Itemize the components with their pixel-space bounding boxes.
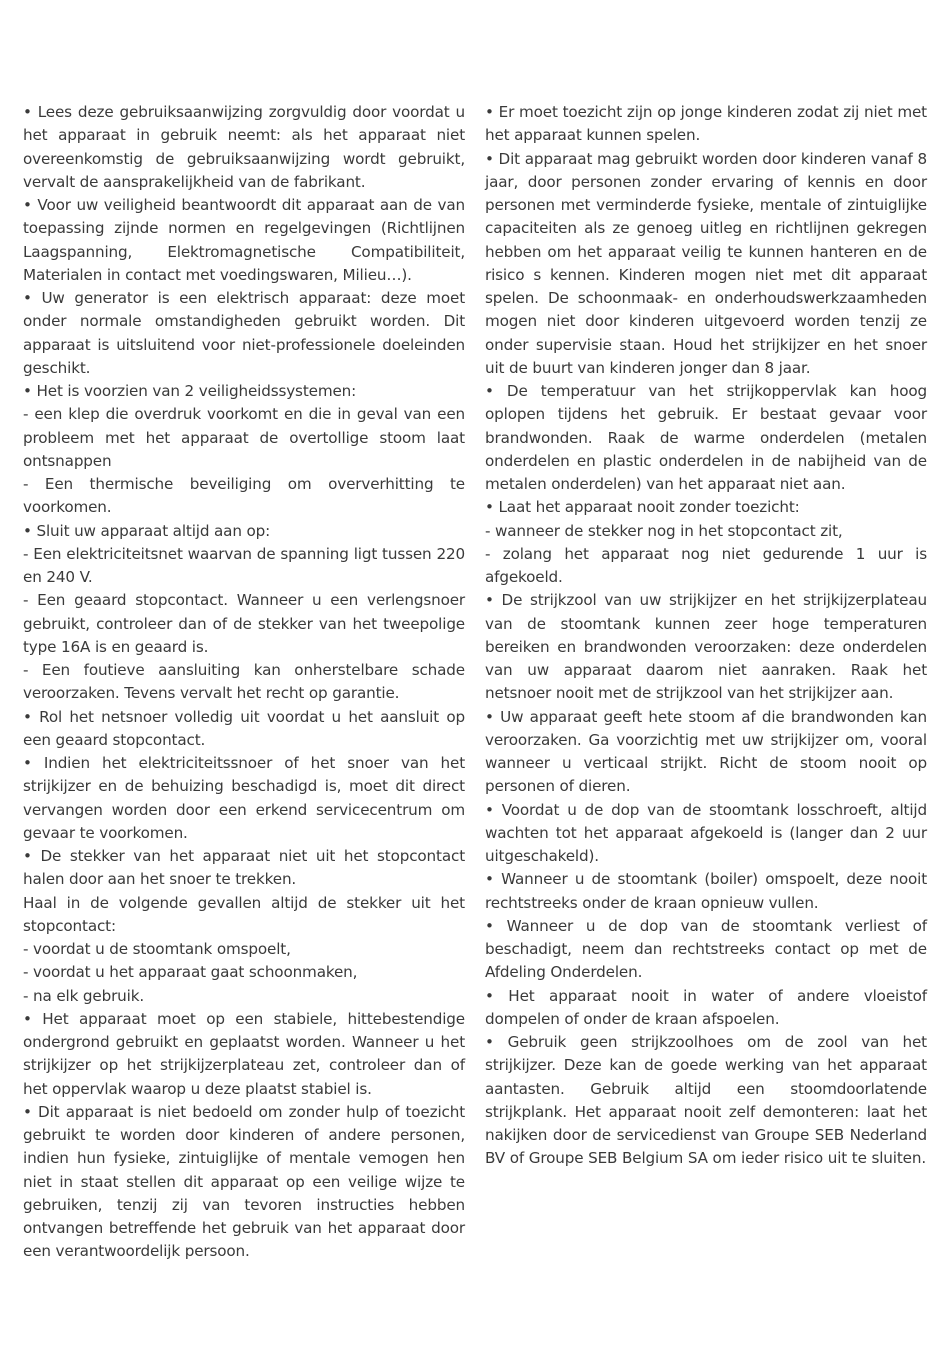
paragraph: • Dit apparaat mag gebruikt worden door kinderen vanaf 8 jaar, door personen zonder ervaring of kennis en door personen met verminderde fysieke, mentale of zintuiglijke capaciteiten als ze genoeg uitleg en richtlijnen gekregen hebben om het apparaat veilig te kunnen hanteren en de risico s kennen. Kinderen mogen niet met dit apparaat spelen. De schoonmaak- en onderhoudswerkzaamheden mogen niet door kinderen uitgevoerd worden tenzij ze onder supervisie staan. Houd het strijkijzer en het snoer uit de buurt van kinderen jonger dan 8 jaar. [485,149,927,377]
paragraph: - Een foutieve aansluiting kan onherstelbare schade veroorzaken. Tevens vervalt het recht op garantie. [23,661,465,703]
paragraph: • Dit apparaat is niet bedoeld om zonder hulp of toezicht gebruikt te worden door kinderen of andere personen, indien hun fysieke, zintuiglijke of mentale vemogen hen niet in staat stellen dit apparaat op een veilige wijze te gebruiken, tenzij zij van tevoren instructies hebben ontvangen betreffende het gebruik van het apparaat door een verantwoordelijk persoon. [23,1102,465,1261]
paragraph: • Voordat u de dop van de stoomtank losschroeft, altijd wachten tot het apparaat afgekoeld is (langer dan 2 uur uitgeschakeld). [485,800,927,865]
paragraph: • Uw generator is een elektrisch apparaat: deze moet onder normale omstandigheden gebruikt worden. Dit apparaat is uitsluitend voor niet-professionele doeleinden geschikt. [23,289,465,377]
paragraph: Haal in de volgende gevallen altijd de stekker uit het stopcontact: [23,893,465,935]
right-column [485,101,927,1171]
left-column [23,101,465,1264]
paragraph: • Er moet toezicht zijn op jonge kinderen zodat zij niet met het apparaat kunnen spelen. [485,103,927,145]
paragraph: • Voor uw veiligheid beantwoordt dit apparaat aan de van toepassing zijnde normen en regelgevingen (Richtlijnen Laagspanning, Elektromagnetische Compatibiliteit, Materialen in contact met voedingswaren, Milieu…). [23,196,465,284]
paragraph: • Sluit uw apparaat altijd aan op: [23,521,271,540]
paragraph: - na elk gebruik. [23,986,145,1005]
paragraph: • Gebruik geen strijkzoolhoes om de zool van het strijkijzer. Deze kan de goede werking van het apparaat aantasten. Gebruik altijd een stoomdoorlatende strijkplank. Het apparaat nooit zelf demonteren: laat het nakijken door de servicedienst van Groupe SEB Nederland BV of Groupe SEB Belgium SA om ieder risico uit te sluiten. [485,1033,927,1168]
paragraph: • De strijkzool van uw strijkijzer en het strijkijzerplateau van de stoomtank kunnen zeer hoge temperaturen bereiken en brandwonden veroorzaken: deze onderdelen van uw apparaat daarom niet aanraken. Raak het netsnoer nooit met de strijkzool van het strijkijzer aan. [485,591,927,703]
paragraph: - voordat u de stoomtank omspoelt, [23,940,291,958]
paragraph: • Het apparaat nooit in water of andere vloeistof dompelen of onder de kraan afspoelen. [485,986,927,1028]
paragraph: - wanneer de stekker nog in het stopcontact zit, [485,521,843,540]
paragraph: • Lees deze gebruiksaanwijzing zorgvuldig door voordat u het apparaat in gebruik neemt: als het apparaat niet overeenkomstig de gebruiksaanwijzing wordt gebruikt, vervalt de aansprakelijkheid van de fabrikant. [23,103,465,191]
paragraph: • Rol het netsnoer volledig uit voordat u het aansluit op een geaard stopcontact. [23,707,465,749]
paragraph: • Uw apparaat geeft hete stoom af die brandwonden kan veroorzaken. Ga voorzichtig met uw strijkijzer om, vooral wanneer u verticaal strijkt. Richt de stoom nooit op personen of dieren. [485,707,927,796]
paragraph: - voordat u het apparaat gaat schoonmaken, [23,963,358,982]
paragraph: - Een geaard stopcontact. Wanneer u een verlengsnoer gebruikt, controleer dan of de stekker van het tweepolige type 16A is en geaard is. [23,591,465,656]
paragraph: • Wanneer u de stoomtank (boiler) omspoelt, deze nooit rechtstreeks onder de kraan opnieuw vullen. [485,870,927,912]
paragraph: • Indien het elektriciteitssnoer of het snoer van het strijkijzer en de behuizing beschadigd is, moet dit direct vervangen worden door een erkend servicecentrum om gevaar te voorkomen. [23,754,465,842]
paragraph: • De temperatuur van het strijkoppervlak kan hoog oplopen tijdens het gebruik. Er bestaat gevaar voor brandwonden. Raak de warme onderdelen (metalen onderdelen en plastic onderdelen in de nabijheid van de metalen onderdelen) van het apparaat niet aan. [485,382,927,493]
paragraph: - Een elektriciteitsnet waarvan de spanning ligt tussen 220 en 240 V. [23,544,465,586]
paragraph: • Het apparaat moet op een stabiele, hittebestendige ondergrond gebruikt en geplaatst worden. Wanneer u het strijkijzer op het strijkijzerplateau zet, controleer dan of het oppervlak waarop u deze plaatst stabiel is. [23,1009,465,1098]
paragraph: - een klep die overdruk voorkomt en die in geval van een probleem met het apparaat de overtollige stoom laat ontsnappen [23,405,465,470]
paragraph: • Wanneer u de dop van de stoomtank verliest of beschadigt, neem dan rechtstreeks contact op met de Afdeling Onderdelen. [485,916,927,982]
paragraph: • Laat het apparaat nooit zonder toezicht: [485,498,800,517]
paragraph: • Het is voorzien van 2 veiligheidssystemen: [23,382,357,400]
paragraph: - zolang het apparaat nog niet gedurende 1 uur is afgekoeld. [485,544,927,586]
paragraph: - Een thermische beveiliging om oververhitting te voorkomen. [23,475,465,517]
paragraph: • De stekker van het apparaat niet uit het stopcontact halen door aan het snoer te trekken. [23,847,465,889]
